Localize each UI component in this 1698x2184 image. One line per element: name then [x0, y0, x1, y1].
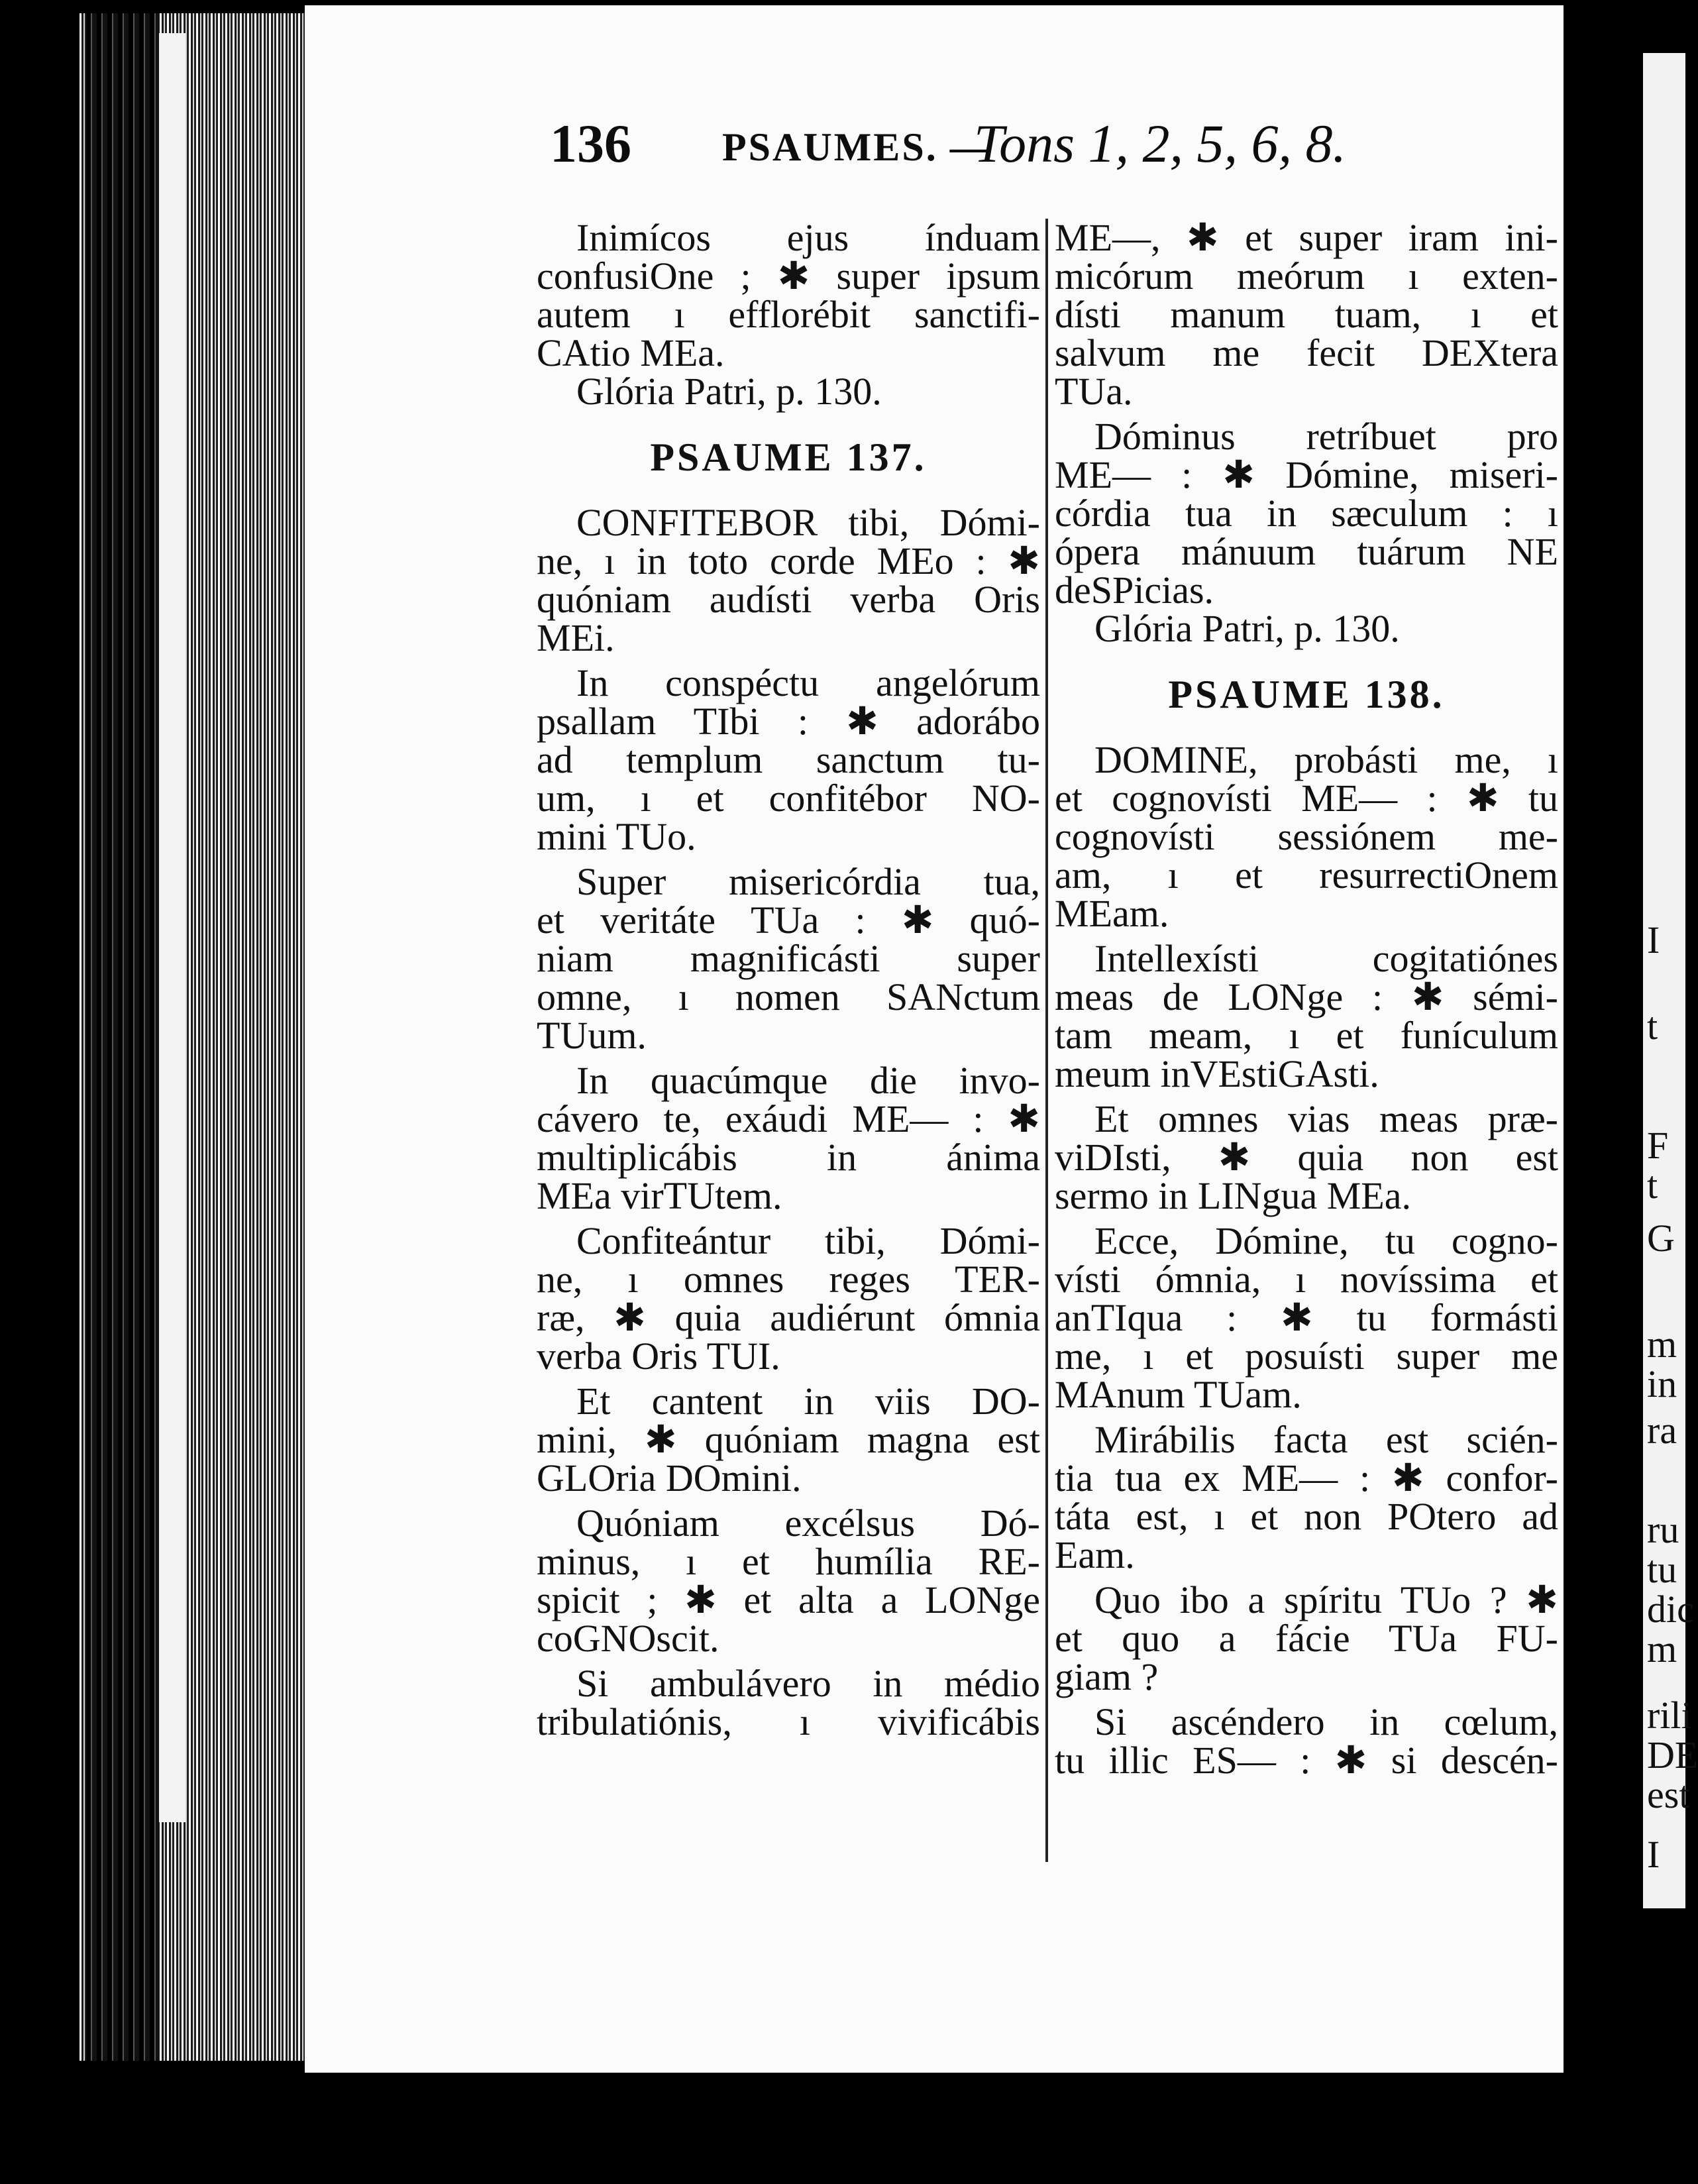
verse-line: spicit ; ✱ et alta a LONge [537, 1578, 1040, 1621]
verse-line: am, ı et resurrectiOnem [1055, 853, 1558, 897]
verse-line: et quo a fácie TUa FU- [1055, 1617, 1558, 1660]
verse-line: Et cantent in viis DO- [576, 1380, 1040, 1423]
verse-line: Et omnes vias meas præ- [1094, 1097, 1558, 1140]
verse-line: cognovísti sessiónem me- [1055, 815, 1558, 858]
psalm-title: PSAUME 137. [650, 435, 927, 479]
verse-line: Quóniam excélsus Dó- [576, 1502, 1040, 1545]
next-page-fragment: m [1647, 1627, 1677, 1670]
verse-line: multiplicábis in ánima [537, 1136, 1040, 1179]
verse-line: tu illic ES— : ✱ si descén- [1055, 1739, 1558, 1782]
verse-line: me, ı et posuísti super me [1055, 1335, 1558, 1378]
verse-line: tam meam, ı et funículum [1055, 1014, 1558, 1057]
psalm-title: PSAUME 138. [1168, 673, 1445, 716]
next-page-edge [1643, 53, 1698, 1908]
verse-line: cávero te, exáudi ME— : ✱ [537, 1097, 1040, 1140]
next-page-fragment: t [1647, 1005, 1658, 1048]
tones-label: Tons 1, 2, 5, 6, 8. [974, 113, 1346, 174]
verse-line: meas de LONge : ✱ sémi- [1055, 975, 1558, 1018]
verse-line: Eam. [1055, 1533, 1135, 1576]
verse-line: táta est, ı et non POtero ad [1055, 1495, 1558, 1538]
verse-line: tia tua ex ME— : ✱ confor- [1055, 1456, 1558, 1500]
text-line: dísti manum tuam, ı et [1055, 293, 1558, 336]
verse-line: minus, ı et humília RE- [537, 1540, 1040, 1583]
verse-line: TUum. [537, 1014, 647, 1057]
running-title: PSAUMES. — [722, 125, 992, 169]
text-line: autem ı efflorébit sanctifi- [537, 293, 1040, 336]
verse-line: Si ambulávero in médio [576, 1662, 1040, 1705]
verse-line: mini TUo. [537, 815, 696, 858]
text-line: TUa. [1055, 370, 1133, 413]
verse-line: MEa virTUtem. [537, 1174, 782, 1217]
verse-line: vísti ómnia, ı novíssima et [1055, 1258, 1558, 1301]
verse-line: ME— : ✱ Dómine, miseri- [1055, 453, 1558, 496]
verse-line: DOMINE, probásti me, ı [1094, 738, 1558, 781]
next-page-fragment: I [1647, 918, 1660, 961]
verse-line: ad templum sanctum tu- [537, 738, 1040, 781]
verse-line: Intellexísti cogitatiónes [1094, 937, 1558, 980]
verse-line: deSPicias. [1055, 569, 1214, 612]
verse-line: et veritáte TUa : ✱ quó- [537, 899, 1040, 942]
verse-line: omne, ı nomen SANctum [537, 975, 1040, 1018]
verse-line: In conspéctu angelórum [576, 661, 1040, 704]
right-column [1055, 216, 1558, 1782]
verse-line: Ecce, Dómine, tu cogno- [1094, 1219, 1558, 1262]
left-column [537, 216, 1040, 1743]
verse-line: Dóminus retríbuet pro [1094, 415, 1558, 458]
verse-line: tribulatiónis, ı vivificábis [537, 1700, 1040, 1743]
verse-line: quóniam audísti verba Oris [537, 578, 1040, 621]
next-page-fragment: F [1647, 1124, 1669, 1167]
verse-line: mini, ✱ quóniam magna est [537, 1418, 1040, 1461]
next-page-fragment: ru [1647, 1508, 1679, 1551]
verse-line: In quacúmque die invo- [576, 1059, 1040, 1102]
next-page-fragment: I [1647, 1833, 1660, 1876]
verse-line: Quo ibo a spíritu TUo ? ✱ [1094, 1578, 1558, 1621]
verse-line: ópera mánuum tuárum NE [1055, 530, 1558, 573]
next-page-fragment: t [1647, 1164, 1658, 1207]
text-line: salvum me fecit DEXtera [1055, 331, 1558, 374]
verse-line: Confiteántur tibi, Dómi- [576, 1219, 1040, 1262]
verse-line: MEi. [537, 616, 615, 659]
verse-line: MEam. [1055, 892, 1169, 935]
verse-line: CONFITEBOR tibi, Dómi- [576, 501, 1040, 544]
book-spine-shadow [86, 13, 159, 2061]
verse-line: giam ? [1055, 1655, 1159, 1698]
verse-line: et cognovísti ME— : ✱ tu [1055, 777, 1558, 820]
page-header [550, 113, 1371, 179]
gloria-line: Glória Patri, p. 130. [576, 370, 882, 413]
verse-line: verba Oris TUI. [537, 1335, 780, 1378]
text-line: ME—, ✱ et super iram ini- [1055, 216, 1558, 259]
gloria-line: Glória Patri, p. 130. [1094, 607, 1400, 650]
text-line: Inimícos ejus índuam [576, 216, 1040, 259]
next-page-fragment: dic [1647, 1588, 1694, 1631]
verse-line: ræ, ✱ quia audiérunt ómnia [537, 1296, 1040, 1339]
verse-line: Super misericórdia tua, [576, 860, 1040, 903]
verse-line: ne, ı omnes reges TER- [537, 1258, 1040, 1301]
verse-line: MAnum TUam. [1055, 1373, 1302, 1416]
book-edge-highlight [159, 33, 186, 1822]
verse-line: Mirábilis facta est scién- [1094, 1418, 1558, 1461]
verse-line: meum inVEstiGAsti. [1055, 1052, 1379, 1095]
verse-line: niam magnificásti super [537, 937, 1040, 980]
verse-line: Si ascéndero in cœlum, [1094, 1700, 1558, 1743]
verse-line: viDIsti, ✱ quia non est [1055, 1136, 1558, 1179]
next-page-fragment: rili [1647, 1694, 1692, 1737]
verse-line: um, ı et confitébor NO- [537, 777, 1040, 820]
next-page-fragment: in [1647, 1362, 1677, 1405]
column-divider [1045, 219, 1048, 1862]
next-page-fragment: m [1647, 1323, 1677, 1366]
text-line: CAtio MEa. [537, 331, 725, 374]
next-page-fragment: ra [1647, 1409, 1677, 1452]
verse-line: córdia tua in sæculum : ı [1055, 492, 1558, 535]
next-page-fragment: G [1647, 1217, 1675, 1260]
verse-line: sermo in LINgua MEa. [1055, 1174, 1411, 1217]
verse-line: psallam TIbi : ✱ adorábo [537, 700, 1040, 743]
verse-line: ne, ı in toto corde MEo : ✱ [537, 539, 1040, 582]
text-line: confusiOne ; ✱ super ipsum [537, 254, 1040, 298]
verse-line: coGNOscit. [537, 1617, 719, 1660]
next-page-fragment: DE [1647, 1733, 1698, 1776]
next-page-fragment: tu [1647, 1548, 1677, 1591]
verse-line: GLOria DOmini. [537, 1456, 802, 1500]
next-page-fragment: est [1647, 1773, 1690, 1816]
verse-line: anTIqua : ✱ tu formásti [1055, 1296, 1558, 1339]
text-line: micórum meórum ı exten- [1055, 254, 1558, 298]
page-number: 136 [550, 113, 631, 174]
